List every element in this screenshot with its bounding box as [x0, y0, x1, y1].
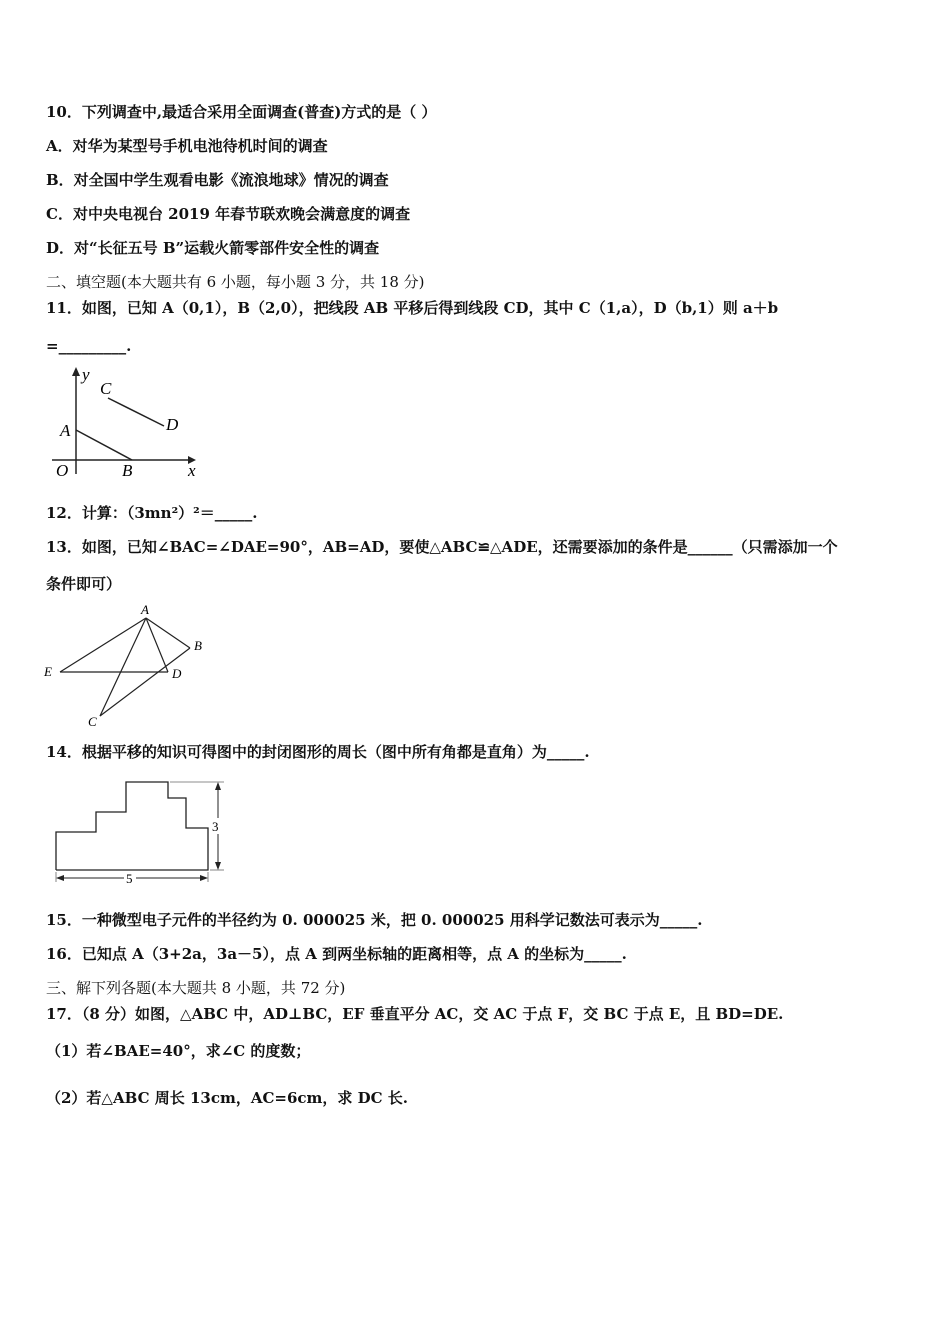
q15-text: 15．一种微型电子元件的半径约为 0. 000025 米，把 0. 000025 用科学记数法可表示为_____.: [46, 911, 703, 929]
label-x: x: [188, 461, 196, 480]
segment-bc: [100, 648, 190, 716]
q10-option-c: C．对中央电视台 2019 年春节联欢晚会满意度的调查: [46, 205, 411, 223]
label-o: O: [56, 461, 69, 480]
height-label: 3: [212, 819, 219, 834]
label-e: E: [44, 664, 52, 679]
q17-part2: （2）若△ABC 周长 13cm，AC=6cm，求 DC 长.: [46, 1089, 409, 1107]
q13-line2: 条件即可）: [46, 575, 122, 593]
q13-figure: [40, 600, 210, 732]
q12-text: 12．计算：（3mn²）²＝_____.: [46, 504, 258, 522]
label-a: A: [141, 602, 149, 617]
q11-line2: =_________.: [46, 337, 132, 355]
label-c: C: [88, 714, 97, 729]
q14-figure: [48, 770, 238, 890]
q17-part1: （1）若∠BAE=40°，求∠C 的度数；: [46, 1042, 311, 1060]
width-label: 5: [126, 871, 133, 886]
section3-heading: 三、解下列各题(本大题共 8 小题，共 72 分): [46, 979, 346, 997]
q10-option-b: B．对全国中学生观看电影《流浪地球》情况的调查: [46, 171, 389, 189]
q17-stem: 17．（8 分）如图，△ABC 中，AD⊥BC，EF 垂直平分 AC，交 AC 于点 F，交 BC 于点 E，且 BD=DE.: [46, 1005, 784, 1023]
q14-text: 14．根据平移的知识可得图中的封闭图形的周长（图中所有角都是直角）为_____.: [46, 743, 590, 761]
q10-option-a: A．对华为某型号手机电池待机时间的调查: [46, 137, 328, 155]
label-a: A: [60, 421, 71, 440]
q10-option-d: D．对“长征五号 B”运载火箭零部件安全性的调查: [46, 239, 380, 257]
segment-cd: [108, 398, 164, 426]
label-b: B: [194, 638, 202, 653]
y-axis-arrow: [72, 367, 80, 376]
section2-heading: 二、填空题(本大题共有 6 小题，每小题 3 分，共 18 分): [46, 273, 425, 291]
q10-stem: 10．下列调查中,最适合采用全面调查(普查)方式的是（ ）: [46, 103, 437, 121]
label-c: C: [100, 379, 112, 398]
label-d: D: [172, 666, 182, 681]
q11-line1: 11．如图，已知 A（0,1），B（2,0），把线段 AB 平移后得到线段 CD，其中 C（1,a），D（b,1）则 a＋b: [46, 299, 779, 317]
closed-shape: [56, 782, 208, 870]
label-b: B: [122, 461, 133, 480]
q11-figure: [46, 364, 206, 480]
q13-line1: 13．如图，已知∠BAC=∠DAE=90°，AB=AD，要使△ABC≌△ADE，还需要添加的条件是______（只需添加一个: [46, 538, 838, 556]
label-y: y: [82, 365, 90, 384]
segment-ab: [76, 430, 132, 460]
q16-text: 16．已知点 A（3+2a，3a－5），点 A 到两坐标轴的距离相等，点 A 的坐标为_____.: [46, 945, 627, 963]
label-d: D: [166, 415, 179, 434]
